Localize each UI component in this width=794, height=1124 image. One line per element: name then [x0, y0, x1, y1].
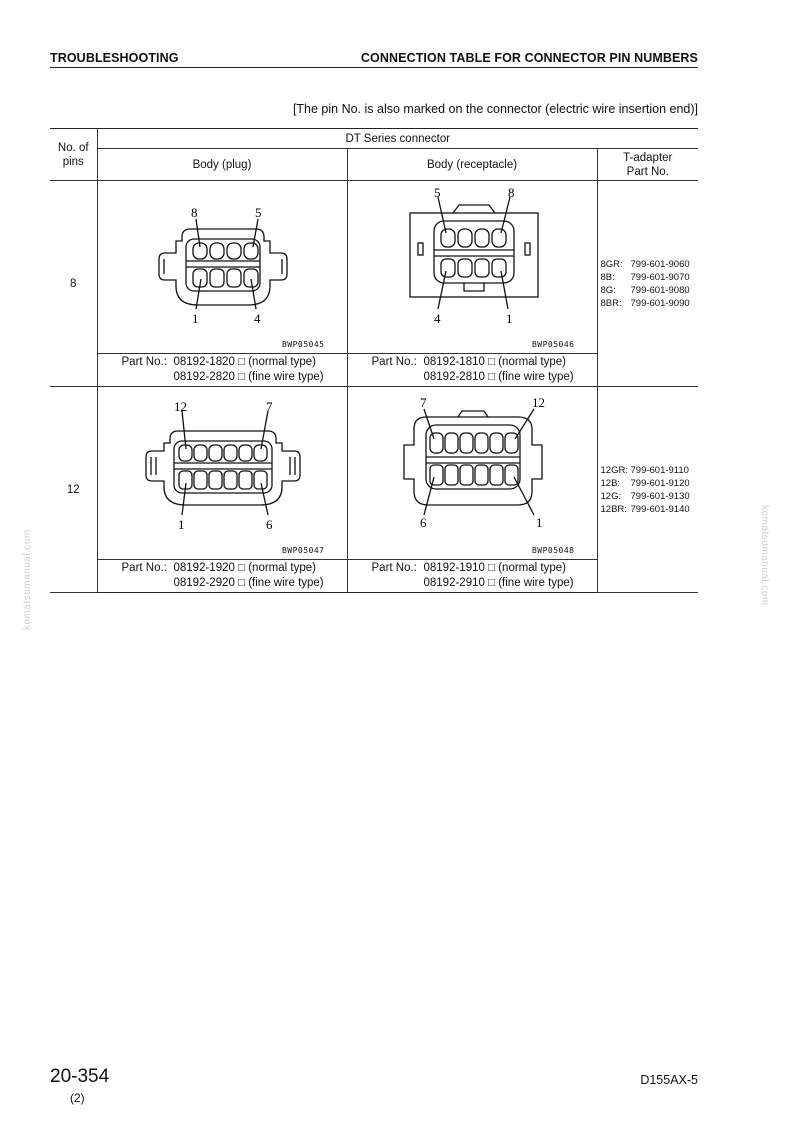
t-adapter-part: 799-601-9090	[630, 297, 690, 309]
part-number-fine: 08192-2820 □ (fine wire type)	[173, 371, 324, 383]
t-adapter-key: 8G:	[600, 284, 616, 296]
part-number-fine: 08192-2920 □ (fine wire type)	[173, 577, 324, 589]
header-section-title: TROUBLESHOOTING	[50, 51, 179, 65]
part-no-label: Part No.:	[371, 356, 417, 368]
plug-12-part-numbers	[97, 560, 347, 593]
part-no-label: Part No.:	[121, 562, 167, 574]
plug-12-pin-label: 1	[177, 517, 184, 532]
receptacle-12-pin-label: 7	[419, 395, 426, 410]
plug-12-figure-cell	[97, 387, 347, 560]
revision-number: (2)	[70, 1091, 85, 1105]
receptacle-12-pin-label: 6	[419, 515, 426, 530]
t-adapter-entry	[601, 490, 699, 503]
t-adapter-entry	[601, 284, 699, 297]
receptacle-12-part-numbers	[347, 560, 597, 593]
t-adapter-8-cell	[597, 181, 698, 387]
connector-table	[50, 128, 698, 593]
t-adapter-key: 12GR:	[600, 464, 628, 476]
receptacle-8-pin-label: 5	[433, 185, 440, 200]
plug-8-pin-label: 1	[191, 311, 198, 326]
t-adapter-key: 12B:	[600, 477, 621, 489]
header-page-title: CONNECTION TABLE FOR CONNECTOR PIN NUMBERS	[360, 51, 698, 65]
t-adapter-part: 799-601-9070	[630, 271, 690, 283]
part-number-fine: 08192-2910 □ (fine wire type)	[423, 577, 574, 589]
t-adapter-part: 799-601-9140	[630, 503, 690, 515]
header-no-of-pins-label: No. of pins	[57, 141, 89, 168]
plug-8-pin-label: 8	[190, 205, 197, 220]
header-body-plug: Body (plug)	[97, 149, 347, 181]
t-adapter-entry	[601, 477, 699, 490]
part-number-fine: 08192-2810 □ (fine wire type)	[423, 371, 574, 383]
receptacle-12-pin-label: 1	[535, 515, 542, 530]
plug-12-connector-drawing	[98, 387, 348, 559]
watermark-left: komatsumanual.com	[22, 529, 33, 630]
t-adapter-entry	[601, 464, 699, 477]
pin-number-note: [The pin No. is also marked on the connector (electric wire insertion end)]	[292, 102, 698, 116]
plug-8-connector-drawing	[98, 181, 348, 353]
header-t-adapter	[597, 149, 698, 181]
receptacle-8-part-numbers	[347, 354, 597, 387]
header-t-adapter-label: T-adapter Part No.	[623, 151, 673, 178]
t-adapter-key: 12BR:	[600, 503, 627, 515]
header-rule	[50, 67, 698, 68]
figure-code: BWP05046	[531, 340, 575, 349]
receptacle-8-connector-drawing	[348, 181, 598, 353]
t-adapter-part: 799-601-9060	[630, 258, 690, 270]
t-adapter-key: 8B:	[600, 271, 615, 283]
t-adapter-entry	[601, 258, 699, 271]
header-body-receptacle: Body (receptacle)	[347, 149, 597, 181]
part-number-normal: 08192-1910 □ (normal type)	[423, 562, 566, 574]
watermark-right: komatsumanual.com	[759, 505, 770, 606]
part-no-label: Part No.:	[371, 562, 417, 574]
receptacle-12-connector-drawing	[348, 387, 598, 559]
t-adapter-part: 799-601-9120	[630, 477, 690, 489]
receptacle-8-pin-label: 8	[507, 185, 514, 200]
pins-12-cell: 12	[50, 387, 97, 593]
header-no-of-pins	[50, 129, 97, 181]
t-adapter-part: 799-601-9080	[630, 284, 690, 296]
receptacle-8-figure-cell	[347, 181, 597, 354]
receptacle-12-pin-label: 12	[531, 395, 545, 410]
page-number: 20-354	[50, 1066, 110, 1087]
pins-8-cell: 8	[50, 181, 97, 387]
part-number-normal: 08192-1820 □ (normal type)	[173, 356, 316, 368]
t-adapter-entry	[601, 271, 699, 284]
part-number-normal: 08192-1920 □ (normal type)	[173, 562, 316, 574]
receptacle-8-pin-label: 1	[505, 311, 512, 326]
plug-8-figure-cell	[97, 181, 347, 354]
figure-code: BWP05047	[281, 546, 325, 555]
plug-8-pin-label: 5	[254, 205, 261, 220]
t-adapter-entry	[601, 297, 699, 310]
t-adapter-key: 8BR:	[600, 297, 622, 309]
plug-8-pin-label: 4	[253, 311, 260, 326]
t-adapter-part: 799-601-9110	[630, 464, 689, 476]
machine-model: D155AX-5	[640, 1073, 698, 1087]
t-adapter-12-cell	[597, 387, 698, 593]
plug-12-pin-label: 12	[173, 399, 187, 414]
t-adapter-entry	[601, 503, 699, 516]
receptacle-8-pin-label: 4	[433, 311, 440, 326]
plug-12-pin-label: 6	[265, 517, 272, 532]
plug-8-part-numbers	[97, 354, 347, 387]
part-no-label: Part No.:	[121, 356, 167, 368]
receptacle-12-figure-cell	[347, 387, 597, 560]
plug-12-pin-label: 7	[265, 399, 272, 414]
header-dt-series: DT Series connector	[97, 129, 698, 149]
figure-code: BWP05045	[281, 340, 325, 349]
t-adapter-key: 8GR:	[600, 258, 623, 270]
t-adapter-key: 12G:	[600, 490, 622, 502]
part-number-normal: 08192-1810 □ (normal type)	[423, 356, 566, 368]
figure-code: BWP05048	[531, 546, 575, 555]
t-adapter-part: 799-601-9130	[630, 490, 690, 502]
